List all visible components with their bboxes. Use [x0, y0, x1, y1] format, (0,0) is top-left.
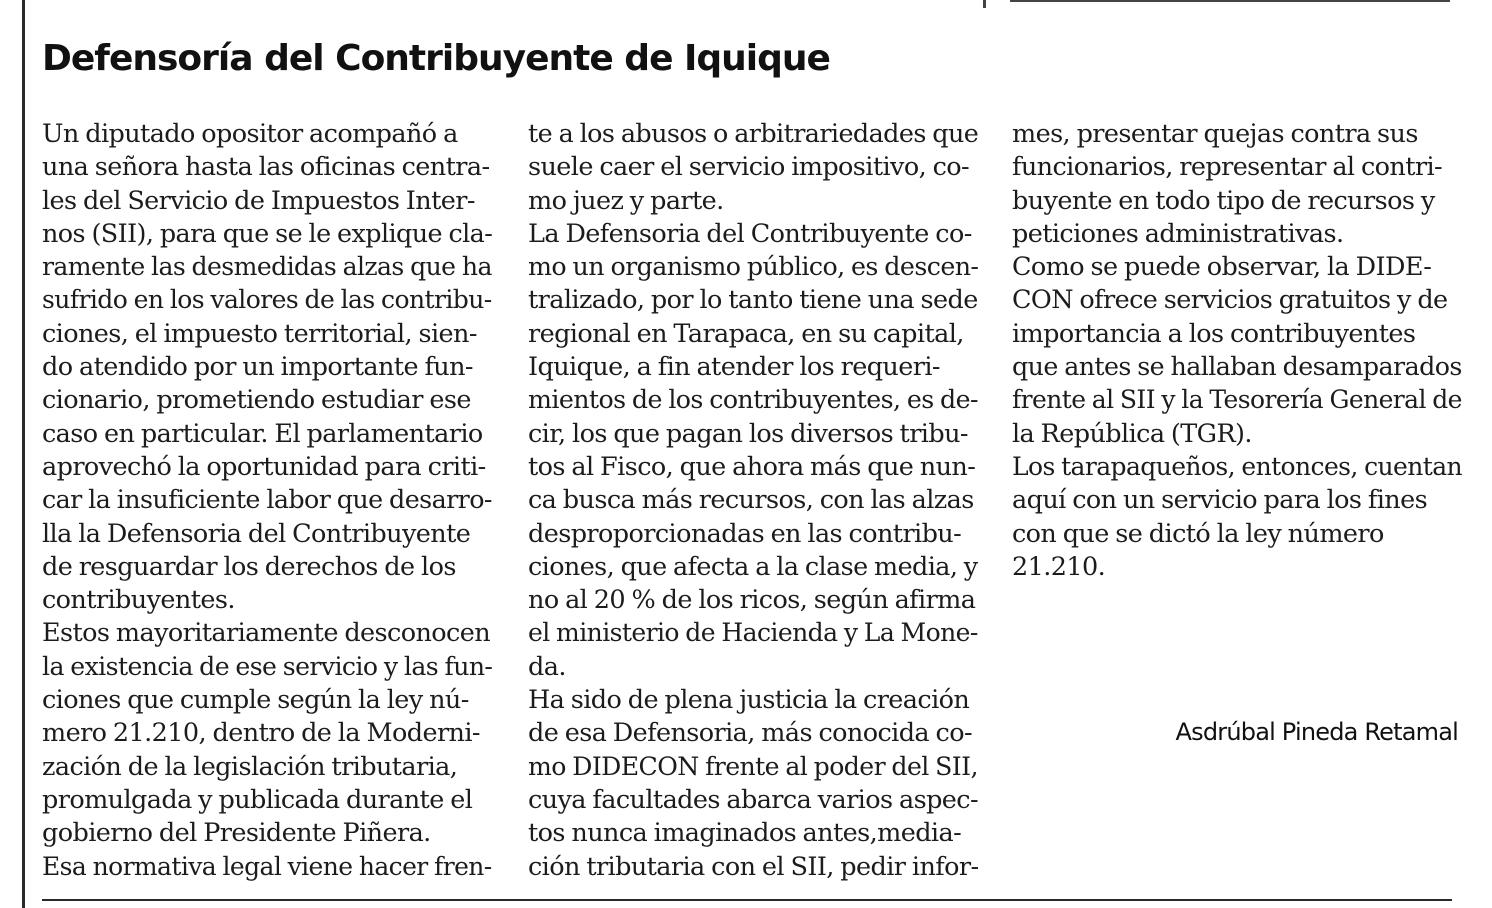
text-line: les del Servicio de Impuestos Inter-: [42, 185, 475, 216]
text-line: mo juez y parte.: [528, 185, 724, 216]
text-line: gobierno del Presidente Piñera.: [42, 818, 431, 849]
text-line: Iquique, a fin atender los requeri-: [528, 352, 940, 383]
text-line: regional en Tarapaca, en su capital,: [528, 318, 964, 349]
top-tick-mark: [983, 0, 986, 8]
text-line: cuya facultades abarca varios aspec-: [528, 784, 978, 815]
text-line: ca busca más recursos, con las alzas: [528, 485, 974, 516]
text-line: ciones, el impuesto territorial, sien-: [42, 318, 477, 349]
text-line: aquí con un servicio para los fines: [1012, 485, 1428, 516]
text-line: Los tarapaqueños, entonces, cuentan: [1012, 451, 1463, 482]
text-line: tralizado, por lo tanto tiene una sede: [528, 285, 978, 316]
text-line: mero 21.210, dentro de la Moderni-: [42, 718, 480, 749]
left-column-rule: [22, 0, 25, 908]
text-line: buyente en todo tipo de recursos y: [1012, 185, 1435, 216]
text-line: CON ofrece servicios gratuitos y de: [1012, 285, 1448, 316]
text-line: con que se dictó la ley número: [1012, 518, 1384, 549]
text-line: Estos mayoritariamente desconocen: [42, 618, 491, 649]
text-line: mes, presentar quejas contra sus: [1012, 119, 1418, 149]
text-line: de esa Defensoria, más conocida co-: [528, 718, 972, 749]
text-line: aprovechó la oportunidad para criti-: [42, 451, 486, 482]
text-line: mo DIDECON frente al poder del SII,: [528, 751, 978, 782]
text-line: lla la Defensoria del Contribuyente: [42, 518, 471, 549]
text-line: importancia a los contribuyentes: [1012, 318, 1416, 349]
text-line: cionario, prometiendo estudiar ese: [42, 385, 471, 416]
text-line: peticiones administrativas.: [1012, 218, 1344, 249]
text-line: nos (SII), para que se le explique cla-: [42, 218, 493, 249]
text-line: do atendido por un importante fun-: [42, 352, 473, 383]
text-line: ción tributaria con el SII, pedir infor-: [528, 851, 979, 882]
bottom-rule: [42, 899, 1452, 901]
article-title: Defensoría del Contribuyente de Iquique: [42, 38, 830, 79]
text-line: caso en particular. El parlamentario: [42, 418, 483, 449]
text-line: promulgada y publicada durante el: [42, 784, 473, 815]
text-line: el ministerio de Hacienda y La Mone-: [528, 618, 978, 649]
text-line: Esa normativa legal viene hacer fren-: [42, 851, 492, 882]
text-line: ciones, que afecta a la clase media, y: [528, 551, 978, 582]
text-line: Ha sido de plena justicia la creación: [528, 685, 970, 716]
text-line: suele caer el servicio impositivo, co-: [528, 152, 970, 183]
text-line: de resguardar los derechos de los: [42, 551, 456, 582]
article-author: Asdrúbal Pineda Retamal: [1175, 718, 1458, 746]
article-column-1: [42, 118, 492, 884]
text-line: que antes se hallaban desamparados: [1012, 352, 1462, 383]
text-line: mo un organismo público, es descen-: [528, 252, 979, 283]
text-line: sufrido en los valores de las contribu-: [42, 285, 492, 316]
text-line: una señora hasta las oficinas centra-: [42, 152, 490, 183]
text-line: cir, los que pagan los diversos tribu-: [528, 418, 968, 449]
article-column-2: [528, 118, 978, 884]
text-line: car la insuficiente labor que desarro-: [42, 485, 492, 516]
text-line: desproporcionadas en las contribu-: [528, 518, 962, 549]
text-line: Como se puede observar, la DIDE-: [1012, 252, 1432, 283]
article-column-3: [1012, 118, 1462, 584]
text-line: frente al SII y la Tesorería General de: [1012, 385, 1462, 416]
text-line: ramente las desmedidas alzas que ha: [42, 252, 492, 283]
text-line: tos al Fisco, que ahora más que nun-: [528, 451, 976, 482]
text-line: 21.210.: [1012, 551, 1106, 582]
top-rule: [1010, 0, 1450, 2]
text-line: ciones que cumple según la ley nú-: [42, 685, 469, 716]
text-line: Un diputado opositor acompañó a: [42, 119, 458, 149]
text-line: zación de la legislación tributaria,: [42, 751, 458, 782]
text-line: funcionarios, representar al contri-: [1012, 152, 1443, 183]
text-line: da.: [528, 651, 566, 682]
text-line: mientos de los contribuyentes, es de-: [528, 385, 978, 416]
text-line: La Defensoria del Contribuyente co-: [528, 218, 972, 249]
text-line: tos nunca imaginados antes,media-: [528, 818, 962, 849]
text-line: la existencia de ese servicio y las fun-: [42, 651, 493, 682]
text-line: contribuyentes.: [42, 585, 235, 616]
text-line: te a los abusos o arbitrariedades que: [528, 119, 979, 149]
text-line: no al 20 % de los ricos, según afirma: [528, 585, 976, 616]
text-line: la República (TGR).: [1012, 418, 1252, 449]
